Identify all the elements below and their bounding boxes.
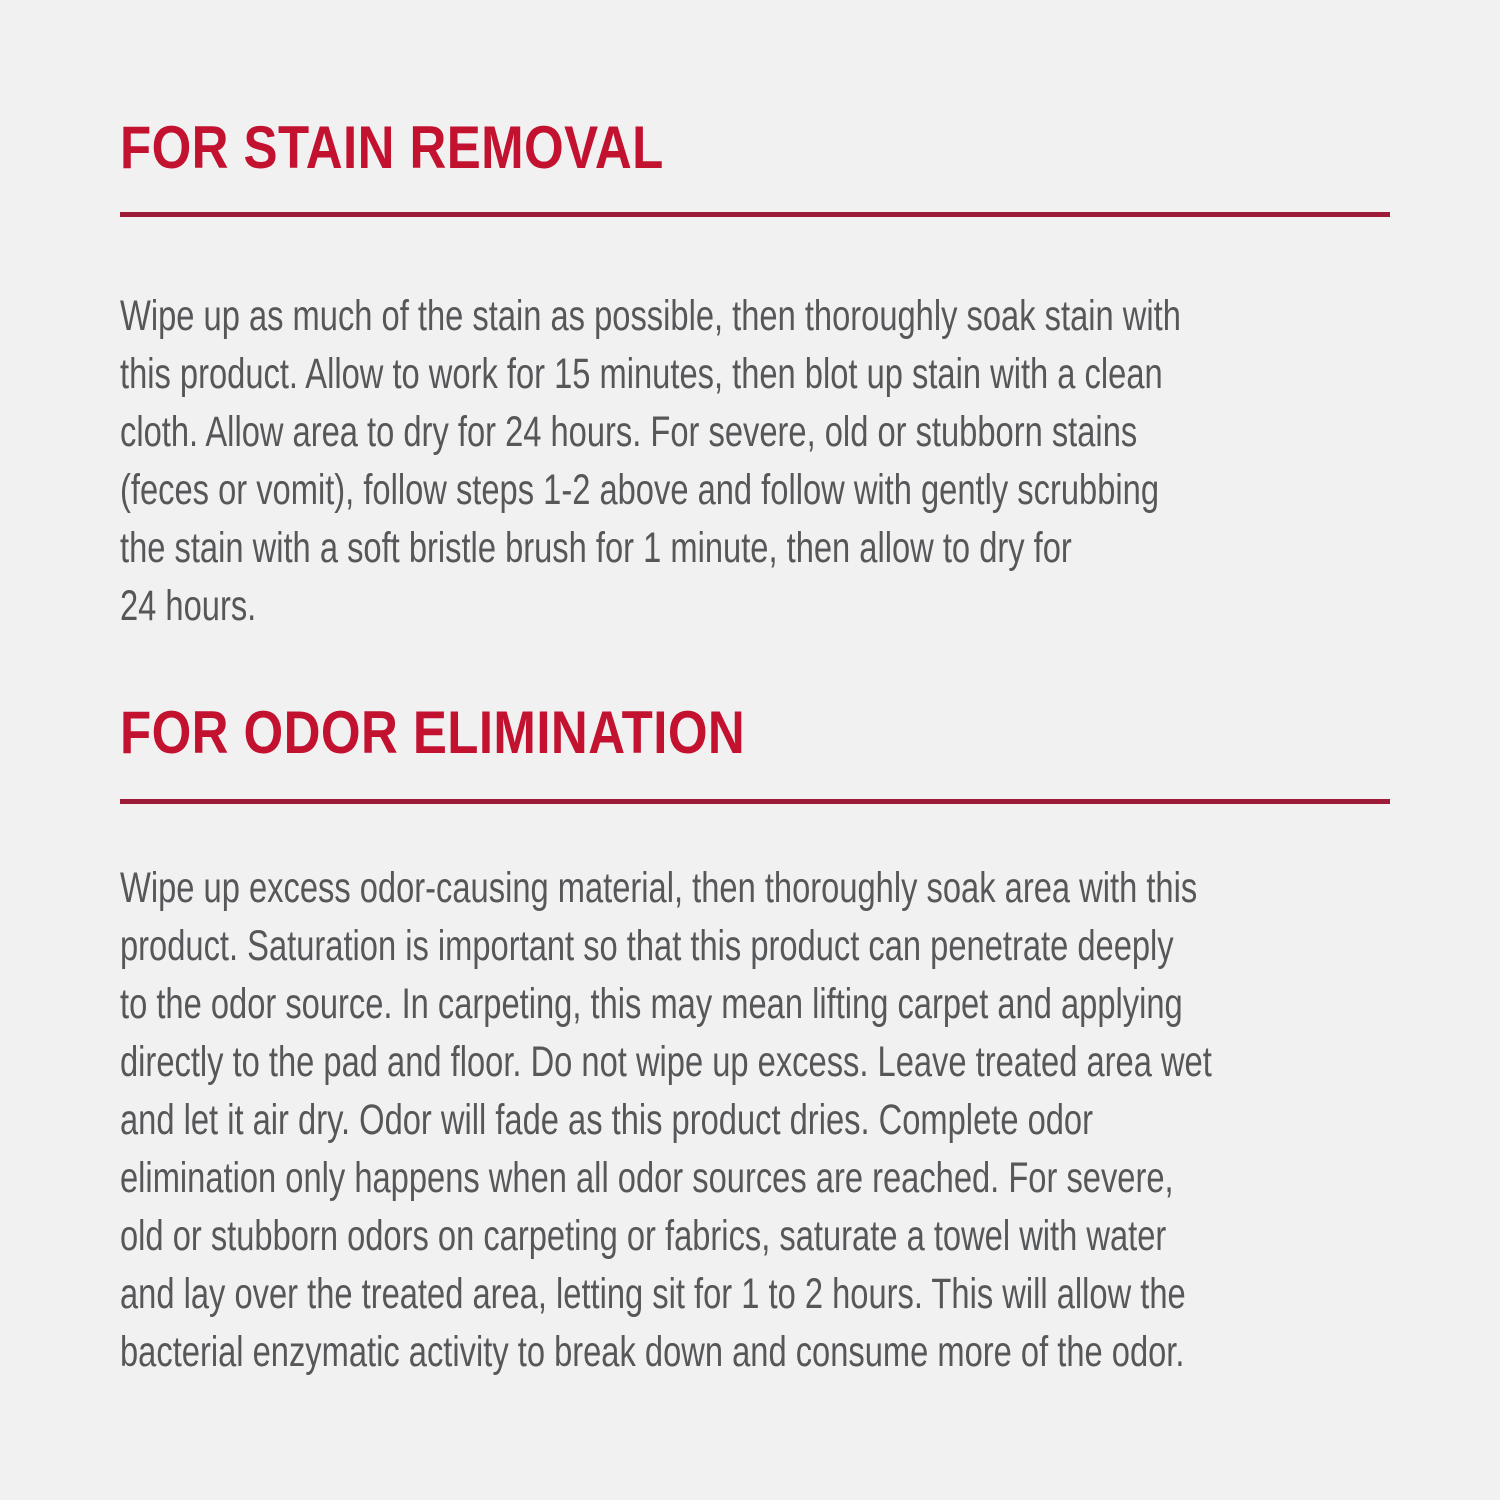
instruction-line: Wipe up as much of the stain as possible, then thoroughly soak stain with [120, 292, 1181, 340]
odor-elimination-instructions [120, 859, 1390, 1381]
odor-elimination-heading: FOR ODOR ELIMINATION [120, 699, 746, 766]
odor-elimination-divider-rule [120, 799, 1390, 804]
stain-removal-heading: FOR STAIN REMOVAL [120, 114, 664, 181]
instruction-line: this product. Allow to work for 15 minutes, then blot up stain with a clean [120, 350, 1163, 398]
instruction-line: product. Saturation is important so that this product can penetrate deeply [120, 922, 1174, 970]
instruction-line: (feces or vomit), follow steps 1-2 above and follow with gently scrubbing [120, 466, 1160, 514]
instruction-line: Wipe up excess odor-causing material, then thoroughly soak area with this [120, 864, 1198, 912]
instruction-line: 24 hours. [120, 582, 257, 630]
instruction-line: elimination only happens when all odor sources are reached. For severe, [120, 1154, 1174, 1202]
instruction-line: bacterial enzymatic activity to break down and consume more of the odor. [120, 1328, 1185, 1376]
instruction-line: and lay over the treated area, letting sit for 1 to 2 hours. This will allow the [120, 1270, 1186, 1318]
stain-removal-instructions [120, 287, 1390, 635]
section-stain-removal [120, 114, 1390, 635]
instruction-line: cloth. Allow area to dry for 24 hours. For severe, old or stubborn stains [120, 408, 1138, 456]
instruction-line: old or stubborn odors on carpeting or fabrics, saturate a towel with water [120, 1212, 1167, 1260]
stain-removal-divider-rule [120, 212, 1390, 217]
section-odor-elimination [120, 699, 1390, 1381]
instruction-line: directly to the pad and floor. Do not wipe up excess. Leave treated area wet [120, 1038, 1212, 1086]
instruction-line: the stain with a soft bristle brush for 1 minute, then allow to dry for [120, 524, 1072, 572]
instruction-line: to the odor source. In carpeting, this may mean lifting carpet and applying [120, 980, 1183, 1028]
instruction-line: and let it air dry. Odor will fade as this product dries. Complete odor [120, 1096, 1093, 1144]
